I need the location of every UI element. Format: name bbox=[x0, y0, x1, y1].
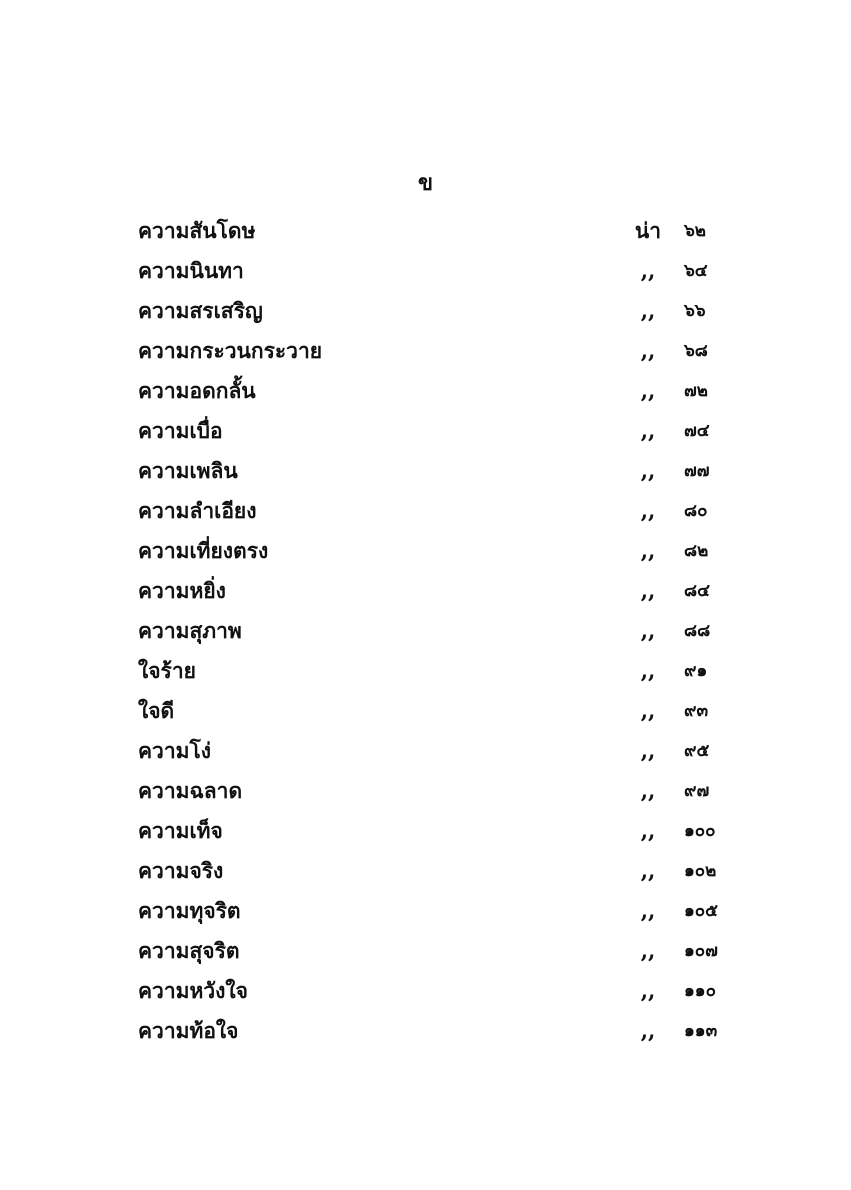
toc-entry bbox=[0, 412, 851, 452]
entry-page-number: ๘๒ bbox=[684, 541, 709, 561]
ditto-mark: ,, bbox=[640, 818, 656, 843]
ditto-mark: ,, bbox=[640, 938, 656, 963]
toc-entry bbox=[0, 772, 851, 812]
entry-page-number: ๗๒ bbox=[684, 381, 708, 401]
entry-title: ความเที่ยงตรง bbox=[138, 538, 269, 563]
entry-page-number: ๗๗ bbox=[684, 461, 710, 481]
entry-title: ความฉลาด bbox=[138, 778, 243, 803]
toc-entry bbox=[0, 1012, 851, 1052]
entry-title: ความนินทา bbox=[138, 258, 244, 283]
ditto-mark: ,, bbox=[640, 658, 656, 683]
entry-page-number: ๑๑๐ bbox=[684, 981, 716, 1001]
entry-title: ความเบื่อ bbox=[138, 418, 223, 443]
ditto-mark: ,, bbox=[640, 578, 656, 603]
toc-entry bbox=[0, 972, 851, 1012]
toc-entry bbox=[0, 252, 851, 292]
entry-page-number: ๑๐๒ bbox=[684, 861, 717, 881]
ditto-mark: ,, bbox=[640, 978, 656, 1003]
ditto-mark: ,, bbox=[640, 618, 656, 643]
entry-title: ความอดกลั้น bbox=[138, 378, 256, 403]
entry-title: ความสันโดษ bbox=[138, 218, 256, 243]
page-marker: ข bbox=[417, 170, 434, 196]
toc-entry bbox=[0, 572, 851, 612]
entry-page-number: ๙๓ bbox=[684, 701, 709, 721]
entry-page-number: ๙๗ bbox=[684, 781, 710, 801]
entry-page-number: ๘๘ bbox=[684, 621, 711, 641]
toc-entry bbox=[0, 652, 851, 692]
toc-entry bbox=[0, 812, 851, 852]
toc-entry bbox=[0, 892, 851, 932]
toc-entry bbox=[0, 452, 851, 492]
ditto-mark: ,, bbox=[640, 378, 656, 403]
entry-page-number: ๖๒ bbox=[684, 221, 706, 241]
entry-page-number: ๑๐๕ bbox=[684, 901, 719, 921]
entry-title: ความลำเอียง bbox=[138, 498, 257, 523]
ditto-mark: ,, bbox=[640, 498, 656, 523]
entry-title: ความสรเสริญ bbox=[138, 298, 263, 323]
toc-entry bbox=[0, 932, 851, 972]
ditto-mark: ,, bbox=[640, 778, 656, 803]
ditto-mark: ,, bbox=[640, 298, 656, 323]
toc-entry bbox=[0, 612, 851, 652]
entry-title: ใจดี bbox=[138, 698, 175, 723]
ditto-mark: ,, bbox=[640, 458, 656, 483]
entry-page-number: ๙๑ bbox=[684, 661, 708, 681]
entry-title: ความสุภาพ bbox=[138, 618, 242, 643]
entry-title: ความทุจริต bbox=[138, 898, 241, 923]
entry-page-number: ๑๐๐ bbox=[684, 821, 716, 841]
ditto-mark: ,, bbox=[640, 538, 656, 563]
ditto-mark: ,, bbox=[640, 738, 656, 763]
entry-page-number: ๑๐๗ bbox=[684, 941, 718, 961]
ditto-mark: ,, bbox=[640, 858, 656, 883]
entry-title: ความสุจริต bbox=[138, 938, 240, 963]
ditto-mark: ,, bbox=[640, 1018, 656, 1043]
entry-title: ความหยิ่ง bbox=[138, 578, 226, 603]
toc-entry bbox=[0, 852, 851, 892]
entry-title: ความจริง bbox=[138, 858, 224, 883]
entry-title: ใจร้าย bbox=[138, 658, 196, 683]
entry-page-number: ๘๐ bbox=[684, 501, 708, 521]
ditto-mark: ,, bbox=[640, 898, 656, 923]
entry-title: ความท้อใจ bbox=[138, 1018, 239, 1043]
page-abbreviation: น่า bbox=[634, 218, 662, 243]
entry-title: ความกระวนกระวาย bbox=[138, 338, 323, 363]
entry-page-number: ๑๑๓ bbox=[684, 1021, 718, 1041]
toc-entry bbox=[0, 532, 851, 572]
toc-entry bbox=[0, 332, 851, 372]
table-of-contents bbox=[0, 212, 851, 1052]
entry-title: ความเท็จ bbox=[138, 818, 223, 843]
entry-page-number: ๘๔ bbox=[684, 581, 710, 601]
toc-entry bbox=[0, 372, 851, 412]
entry-title: ความหวังใจ bbox=[138, 978, 248, 1003]
entry-page-number: ๙๕ bbox=[684, 741, 710, 761]
entry-title: ความเพลิน bbox=[138, 458, 238, 483]
toc-entry bbox=[0, 292, 851, 332]
ditto-mark: ,, bbox=[640, 698, 656, 723]
ditto-mark: ,, bbox=[640, 258, 656, 283]
toc-entry bbox=[0, 692, 851, 732]
toc-entry bbox=[0, 732, 851, 772]
ditto-mark: ,, bbox=[640, 418, 656, 443]
entry-page-number: ๗๔ bbox=[684, 421, 710, 441]
toc-entry bbox=[0, 212, 851, 252]
ditto-mark: ,, bbox=[640, 338, 656, 363]
entry-title: ความโง่ bbox=[138, 738, 212, 763]
toc-entry bbox=[0, 492, 851, 532]
entry-page-number: ๖๔ bbox=[684, 261, 708, 281]
entry-page-number: ๖๘ bbox=[684, 341, 708, 361]
entry-page-number: ๖๖ bbox=[684, 301, 706, 321]
